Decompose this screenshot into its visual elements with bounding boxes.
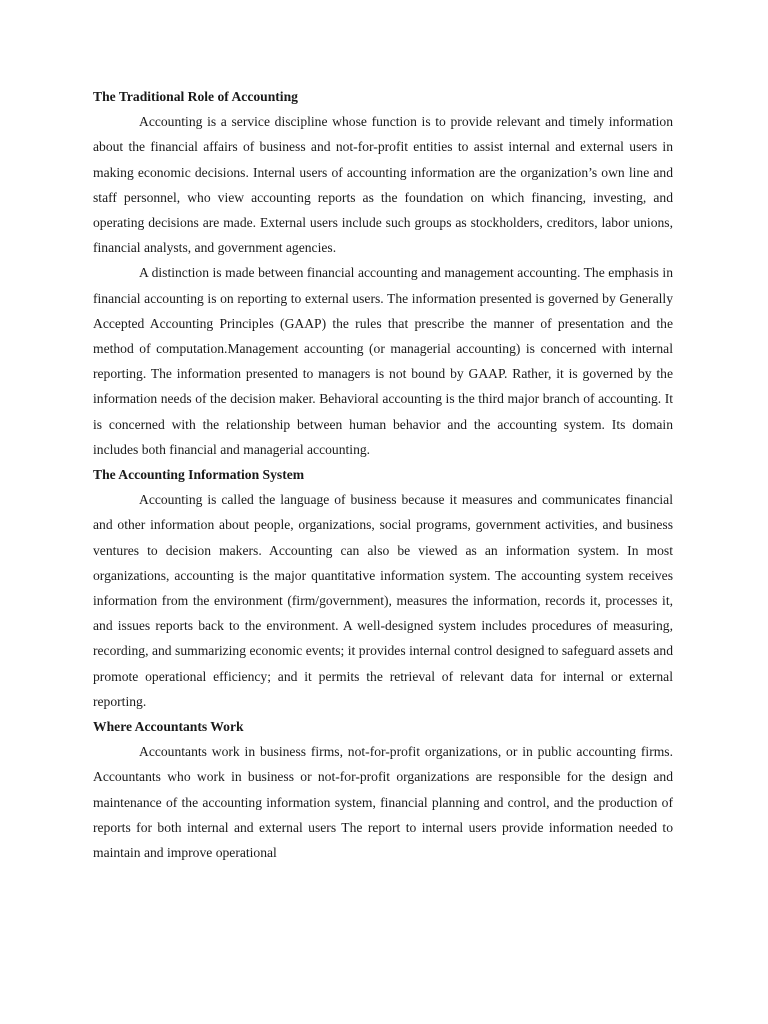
paragraph: A distinction is made between financial accounting and management accounting. The emphasis in financial accounting is on reporting to external users. The information presented is governed by Generally Accepted Accounting Principles (GAAP) the rules that prescribe the manner of presentation and the method of computation.Management accounting (or managerial accounting) is concerned with internal reporting. The information presented to managers is not bound by GAAP. Rather, it is governed by the information needs of the decision maker. Behavioral accounting is the third major branch of accounting. It is concerned with the relationship between human behavior and the accounting system. Its domain includes both financial and managerial accounting.	[93, 265, 673, 457]
section-heading: The Traditional Role of Accounting	[93, 89, 298, 104]
section-heading: Where Accountants Work	[93, 719, 244, 735]
paragraph: Accounting is a service discipline whose function is to provide relevant and timely information about the financial affairs of business and not-for-profit entities to assist internal and external users in making economic decisions. Internal users of accounting information are the organization’s own line and staff personnel, who view accounting reports as the foundation on which financing, investing, and operating decisions are made. External users include such groups as stockholders, creditors, labor unions, financial analysts, and government agencies.	[93, 114, 673, 256]
paragraph: Accountants work in business firms, not-for-profit organizations, or in public accounting firms. Accountants who work in business or not-for-profit organizations are responsible for the design and maintenance of the accounting information system, financial planning and control, and the production of reports for both internal and external users The report to internal users provide information needed to maintain and improve operational	[93, 744, 673, 861]
section-traditional-role	[93, 84, 673, 462]
paragraph: Accounting is called the language of business because it measures and communicates financial and other information about people, organizations, social programs, government activities, and business ventures to decision makers. Accounting can also be viewed as an information system. In most organizations, accounting is the major quantitative information system. The accounting system receives information from the environment (firm/government), measures the information, records it, processes it, and issues reports back to the environment. A well-designed system includes procedures of measuring, recording, and summarizing economic events; it provides internal control designed to safeguard assets and promote operational efficiency; and it permits the retrieval of relevant data for internal or external reporting.	[93, 492, 673, 709]
section-where-accountants-work	[93, 714, 673, 865]
section-accounting-information-system	[93, 462, 673, 714]
document-page	[93, 84, 673, 865]
section-heading: The Accounting Information System	[93, 467, 305, 483]
